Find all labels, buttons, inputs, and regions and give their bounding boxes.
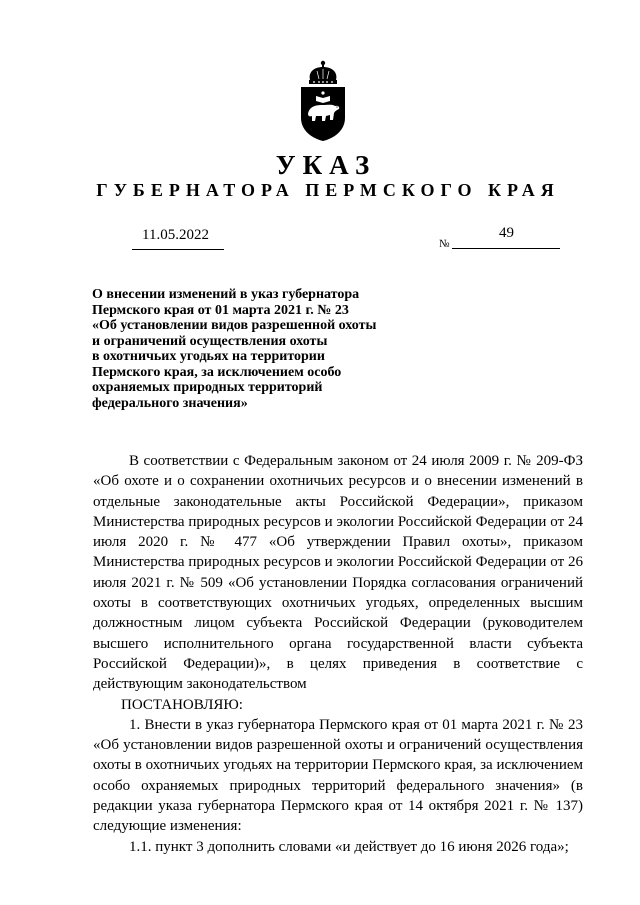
decree-word: ПОСТАНОВЛЯЮ: (121, 696, 243, 713)
subject-line: охраняемых природных территорий (92, 380, 323, 395)
item-1-paragraph: 1. Внести в указ губернатора Пермского края от 01 марта 2021 г. № 23 «Об установлении видов разрешенной охоты и ограничений осуществления охоты в охотничьих угодьях на территории Пермского края, за исключением особо охраняемых природных территорий федерального значения» (в редакции указа губернатора Пермского края от 14 октября 2021 г. № 137) следующие изменения: (93, 716, 583, 835)
subject-line: «Об установлении видов разрешенной охоты (92, 318, 377, 333)
document-subject (92, 287, 422, 411)
document-body (93, 451, 583, 857)
subject-line: Пермского края от 01 марта 2021 г. № 23 (92, 302, 349, 318)
subject-line: и ограничений осуществления охоты (92, 333, 328, 349)
preamble-paragraph: В соответствии с Федеральным законом от 24 июля 2009 г. № 209-ФЗ «Об охоте и о сохранении охотничьих ресурсов и о внесении изменений в отдельные законодательные акты Российской Федерации», приказом Министерства природных ресурсов и экологии Российской Федерации от 24 июля 2020 г. № 477 «Об утверждении Правил охоты», приказом Министерства природных ресурсов и экологии Российской Федерации от 26 июля 2021 г. № 509 «Об установлении Порядка согласования ограничений охоты в соответствующих охотничьих угодьях, определенных высшим должностным лицом субъекта Российской Федерации (руководителем высшего исполнительного органа государственной власти субъекта Российской Федерации)», в целях приведения в соответствие с действующим законодательством (93, 453, 583, 693)
subject-line: Пермского края, за исключением особо (92, 364, 342, 380)
subject-line: федерального значения» (92, 395, 248, 411)
item-1-1-paragraph: 1.1. пункт 3 дополнить словами «и действует до 16 июня 2026 года»; (129, 838, 569, 855)
document-number: 49 (499, 225, 514, 241)
number-underline (452, 248, 560, 249)
crown-icon (309, 61, 337, 84)
document-issuer: ГУБЕРНАТОРА ПЕРМСКОГО КРАЯ (96, 180, 560, 200)
coat-of-arms-icon (297, 60, 349, 142)
document-date: 11.05.2022 (142, 227, 209, 243)
subject-line: О внесении изменений в указ губернатора (92, 287, 360, 302)
subject-line: в охотничьих угодьях на территории (92, 349, 325, 364)
document-title: УКАЗ (275, 150, 377, 180)
date-underline (132, 249, 224, 250)
number-sign: № (439, 238, 450, 250)
